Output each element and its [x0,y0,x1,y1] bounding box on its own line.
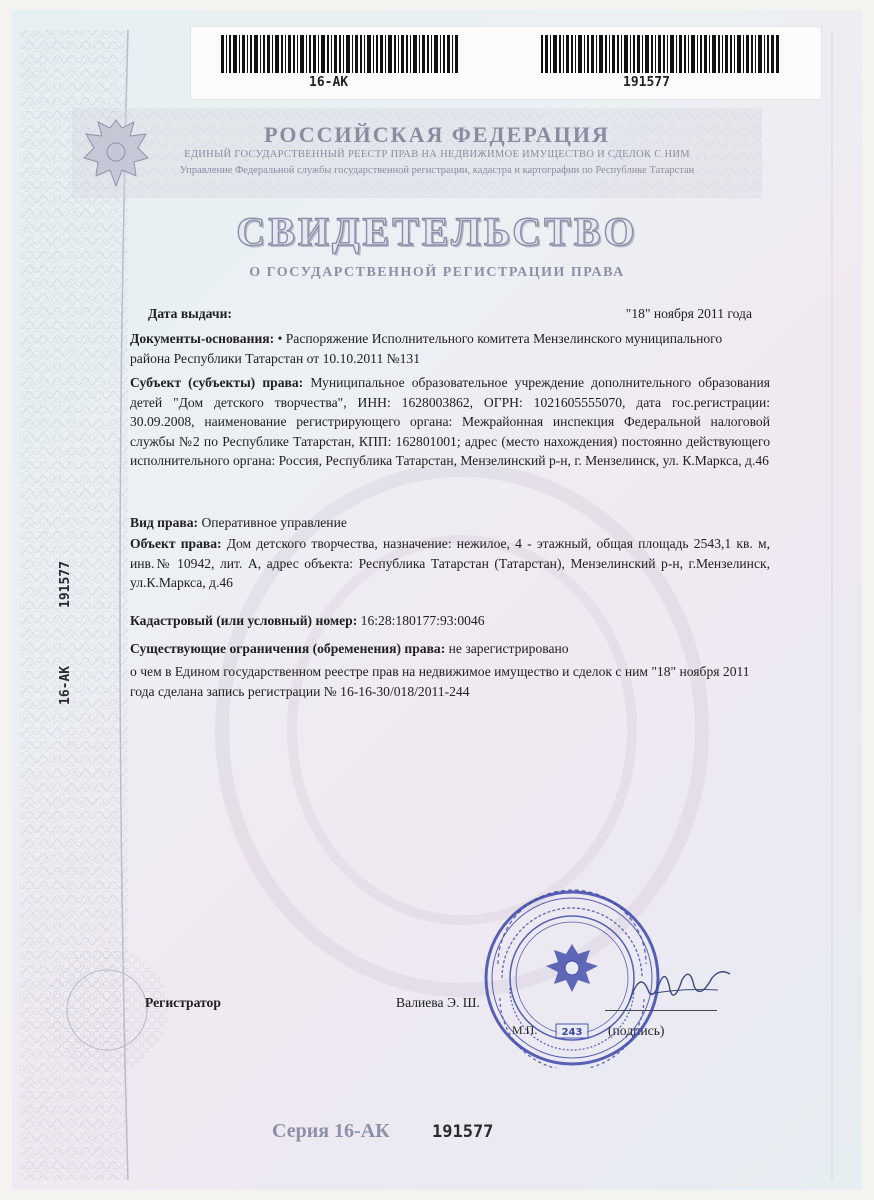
cadastral-label: Кадастровый (или условный) номер: [130,613,358,628]
round-seal-stamp [482,888,665,1068]
side-number: 191577 [58,561,73,608]
barcode-right-code: 191577 [623,75,670,90]
cadastral-value: 16:28:180177:93:0046 [360,613,485,628]
encumbrance-value: не зарегистрировано [448,641,569,656]
right-type-section [130,513,770,533]
encumbrance-section [130,639,770,659]
barcode-left [221,35,461,73]
subject-value: Муниципальное образовательное учреждение дополнительного образования детей "Дом детского творчества", ИНН: 1628003862, ОГРН: 1021605555070, дата гос.регистрации: 30.09.2008, наименование регистрирующего органа: Межрайонная инспекция Федеральной налоговой службы №2 по Республике Татарстан, КПП: 162801001; адрес (место нахождения) постоянно действующего исполнительного органа: Россия, Республика Татарстан, Мензелинский р-н, г. Мензелинск, ул. К.Маркса, д.46 [130,375,770,468]
registrar-label: Регистратор [145,995,221,1010]
cadastral-section [130,611,770,631]
certificate-title: СВИДЕТЕЛЬСТВО [236,209,638,254]
encumbrance-label: Существующие ограничения (обременения) права: [130,641,446,656]
issue-date-value: "18" ноября 2011 года [625,306,752,321]
seal-number: 243 [561,1027,583,1038]
header-registry: ЕДИНЫЙ ГОСУДАРСТВЕННЫЙ РЕЕСТР ПРАВ НА НЕДВИЖИМОЕ ИМУЩЕСТВО И СДЕЛОК С НИМ [184,149,690,160]
barcode-right [541,35,781,73]
documents-section [130,329,752,368]
subject-section [130,373,770,471]
registrar-name: Валиева Э. Ш. [396,995,480,1010]
barcode-left-code: 16-АК [309,75,349,90]
right-type-value: Оперативное управление [201,515,347,530]
series-number: 191577 [432,1122,494,1142]
certificate-sheet [12,10,862,1190]
barcode-strip [190,26,822,100]
registration-record: о чем в Едином государственном реестре прав на недвижимое имущество и сделок с ним "18" ноября 2011 года сделана запись регистрации № 16-16-30/018/2011-244 [130,664,750,699]
object-value: Дом детского творчества, назначение: нежилое, 4 - этажный, общая площадь 2543,1 кв. м, инв.№ 10942, лит. А, адрес объекта: Республика Татарстан (Татарстан), Мензелинский р-н, г.Мензелинск, ул.К.Маркса, д.46 [130,536,770,590]
signature-label: (подпись) [608,1023,665,1038]
subject-label: Субъект (субъекты) права: [130,375,304,390]
documents-value: • Распоряжение Исполнительного комитета Мензелинского муниципального района Республики Татарстан от 10.10.2011 №131 [130,331,723,366]
object-label: Объект права: [130,536,222,551]
right-type-label: Вид права: [130,515,199,530]
certificate-subtitle: О ГОСУДАРСТВЕННОЙ РЕГИСТРАЦИИ ПРАВА [249,265,625,280]
side-series: 16-АК [58,665,73,705]
issue-date-label: Дата выдачи: [148,306,232,321]
object-section [130,534,770,593]
documents-label: Документы-основания: [130,331,275,346]
mp-label: М.П. [512,1023,538,1037]
header-agency: Управление Федеральной службы государственной регистрации, кадастра и картографии по Республике Татарстан [179,165,695,176]
series-label: Серия 16-АК [272,1120,390,1142]
header-country: РОССИЙСКАЯ ФЕДЕРАЦИЯ [264,122,610,147]
